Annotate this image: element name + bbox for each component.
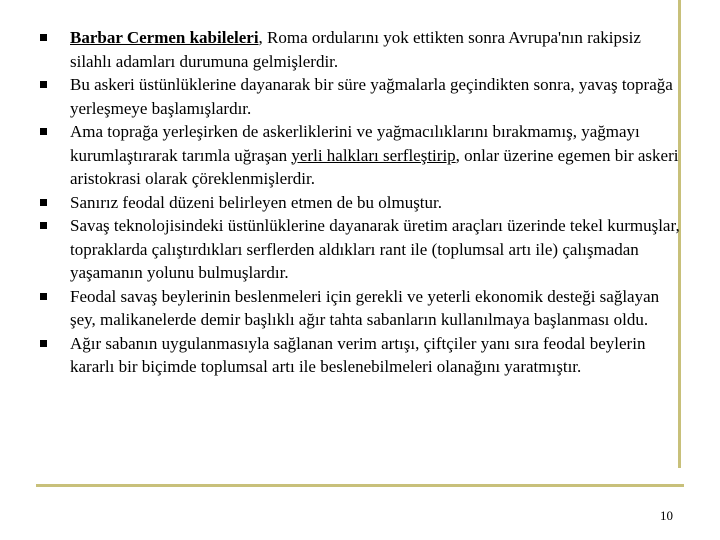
square-bullet-icon bbox=[40, 128, 47, 135]
bullet-text: Sanırız feodal düzeni belirleyen etmen de bu olmuştur. bbox=[70, 192, 442, 212]
link-yerli-halklar[interactable]: yerli halkları serfleştirip bbox=[291, 145, 456, 165]
bullet-item-4 bbox=[40, 191, 680, 215]
horizontal-rule bbox=[36, 484, 684, 487]
bullet-item-2 bbox=[40, 73, 680, 120]
square-bullet-icon bbox=[40, 222, 47, 229]
square-bullet-icon bbox=[40, 81, 47, 88]
bullet-item-1 bbox=[40, 26, 680, 73]
bullet-item-3 bbox=[40, 120, 680, 191]
page-number: 10 bbox=[660, 508, 673, 523]
square-bullet-icon bbox=[40, 199, 47, 206]
square-bullet-icon bbox=[40, 293, 47, 300]
bullet-item-5 bbox=[40, 214, 680, 285]
square-bullet-icon bbox=[40, 34, 47, 41]
bullet-text: Savaş teknolojisindeki üstünlüklerine dayanarak üretim araçları üzerinde tekel kurmuşlar, topraklarda çalıştırdıkları serflerden aldıkları rant ile (toplumsal artı ile) çalışmadan yaşamanın yolunu bulmuşlardır. bbox=[70, 216, 680, 282]
bullet-text: Ağır sabanın uygulanmasıyla sağlanan verim artışı, çiftçiler yanı sıra feodal beylerin kararlı bir biçimde toplumsal artı ile beslenebilmeleri olanağını yaratmıştır. bbox=[70, 333, 646, 376]
square-bullet-icon bbox=[40, 340, 47, 347]
link-barbar-cermen[interactable]: Barbar Cermen kabileleri bbox=[70, 28, 259, 47]
bullet-item-6 bbox=[40, 285, 680, 332]
bullet-item-7 bbox=[40, 332, 680, 379]
bullet-list bbox=[40, 26, 680, 379]
bullet-text: Bu askeri üstünlüklerine dayanarak bir süre yağmalarla geçindikten sonra, yavaş toprağa yerleşmeye başlamışlardır. bbox=[70, 75, 673, 118]
bullet-text: Feodal savaş beylerinin beslenmeleri için gerekli ve yeterli ekonomik desteği sağlayan şey, malikanelerde demir başlıklı ağır tahta sabanların kullanılmaya başlanması oldu. bbox=[70, 286, 660, 329]
bullet-text: Ama toprağa yerleşirken de askerliklerini ve yağmacılıklarını bırakmamış, yağmayı kurumlaştırarak tarımla uğraşan bbox=[70, 122, 640, 165]
bullet-text: , onlar üzerine egemen bir askeri aristokrasi olarak çöreklenmişlerdir. bbox=[70, 145, 679, 188]
bullet-text: , Roma ordularını yok ettikten sonra Avrupa'nın rakipsiz silahlı adamları durumuna gelmişlerdir. bbox=[70, 28, 641, 71]
